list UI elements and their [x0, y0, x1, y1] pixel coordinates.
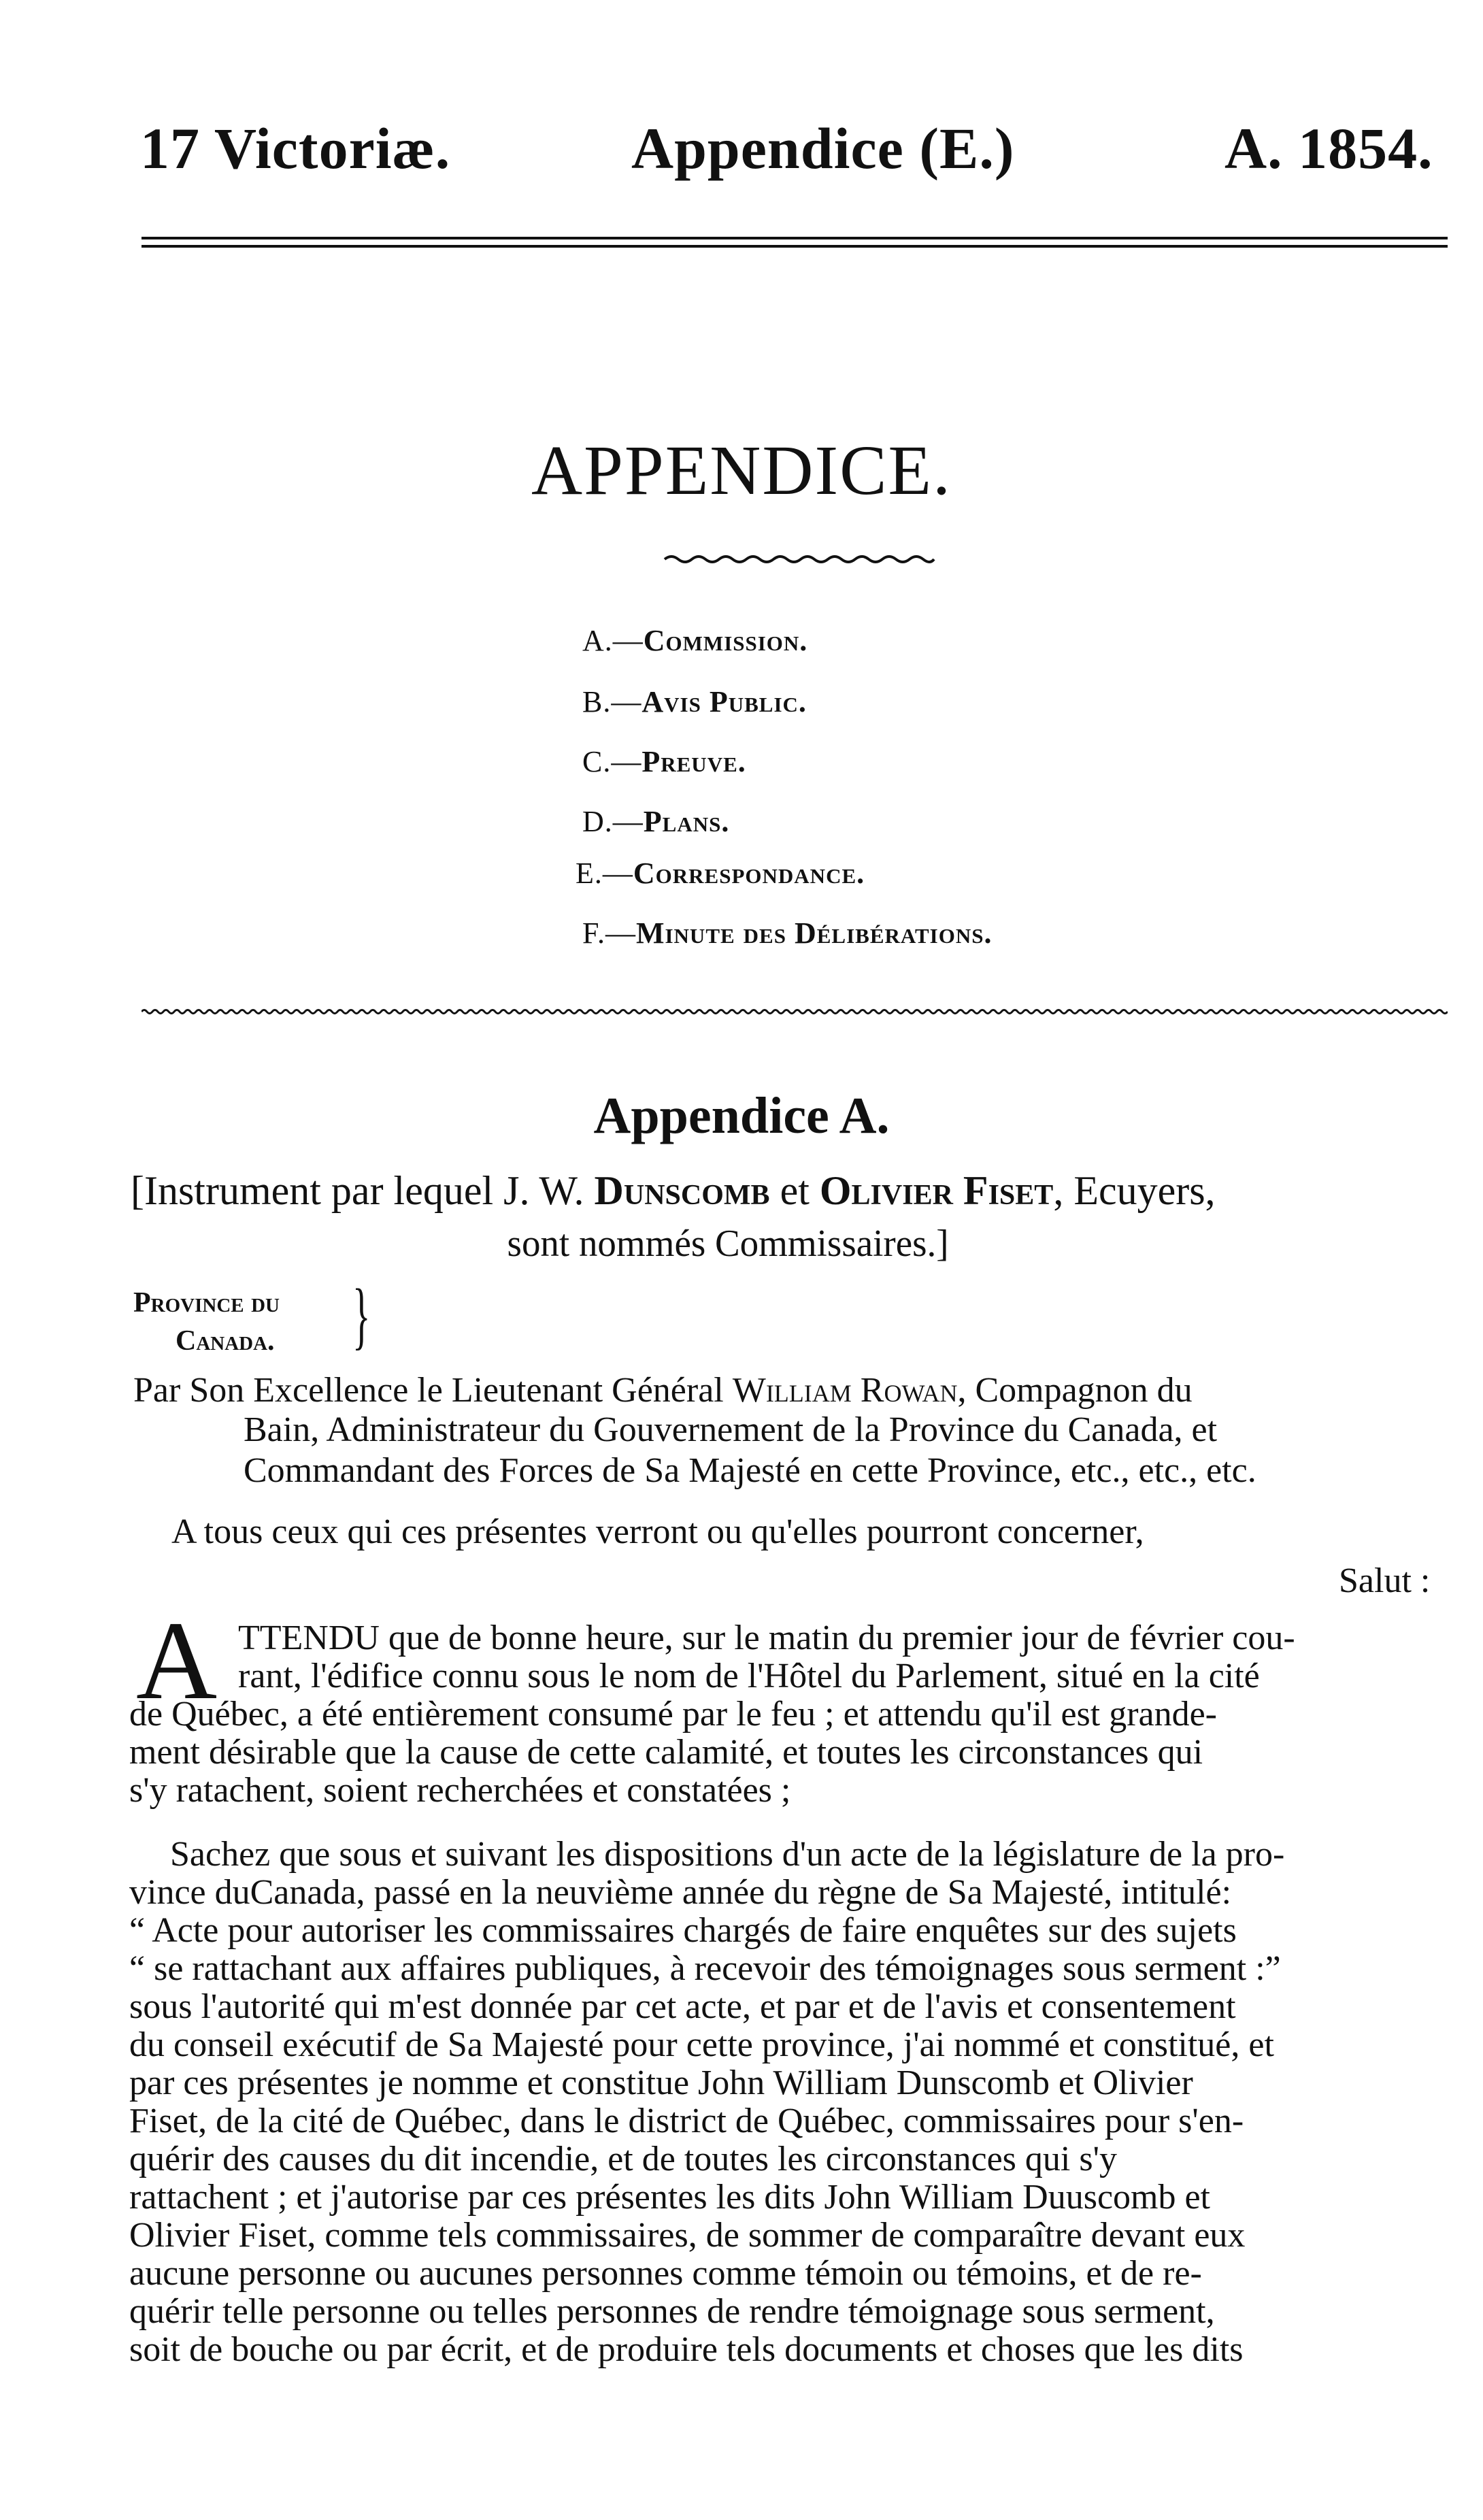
paragraph-line: vince duCanada, passé en la neuvième année du règne de Sa Majesté, intitulé:: [129, 1873, 1232, 1912]
toc-item: F.—Minute des Délibérations.: [582, 916, 993, 950]
header-year: A. 1854.: [1224, 116, 1433, 181]
province-label: Province du: [133, 1287, 280, 1319]
paragraph-line: quérir telle personne ou telles personnes de rendre témoignage sous serment,: [129, 2292, 1215, 2331]
paragraph-line: Olivier Fiset, comme tels commissaires, de sommer de comparaître devant eux: [129, 2216, 1246, 2255]
paragraph-line: Fiset, de la cité de Québec, dans le district de Québec, commissaires pour s'en-: [129, 2102, 1244, 2140]
paragraph-line: Sachez que sous et suivant les dispositions d'un acte de la législature de la pro-: [170, 1835, 1285, 1874]
header-volume: 17 Victoriæ.: [140, 116, 451, 181]
paragraph-line: sous l'autorité qui m'est donnée par cet acte, et par et de l'avis et consentement: [129, 1987, 1236, 2026]
paragraph-line: TTENDU que de bonne heure, sur le matin du premier jour de février cou-: [238, 1619, 1295, 1657]
paragraph-line: “ se rattachant aux affaires publiques, à recevoir des témoignages sous serment :”: [129, 1949, 1281, 1988]
appendix-a-subtitle-line-1: [Instrument par lequel J. W. Dunscomb et Olivier Fiset, Ecuyers,: [131, 1168, 1216, 1213]
excellence-line: Par Son Excellence le Lieutenant Général William Rowan, Compagnon du: [133, 1371, 1193, 1410]
salutation: Salut :: [1339, 1561, 1431, 1600]
header-rule-bottom: [141, 245, 1448, 248]
toc-item: B.—Avis Public.: [582, 685, 807, 718]
paragraph-line: soit de bouche ou par écrit, et de produire tels documents et choses que les dits: [129, 2330, 1244, 2369]
paragraph-line: “ Acte pour autoriser les commissaires chargés de faire enquêtes sur des sujets: [129, 1911, 1237, 1950]
brace: }: [352, 1274, 371, 1357]
paragraph-line: de Québec, a été entièrement consumé par le feu ; et attendu qu'il est grande-: [129, 1695, 1217, 1734]
toc-item: A.—Commission.: [582, 624, 808, 657]
title-ornament: [663, 551, 935, 567]
paragraph-line: ment désirable que la cause de cette calamité, et toutes les circonstances qui: [129, 1733, 1203, 1772]
drop-cap: A: [136, 1598, 218, 1723]
address-line: A tous ceux qui ces présentes verront ou qu'elles pourront concerner,: [171, 1512, 1144, 1551]
paragraph-line: par ces présentes je nomme et constitue John William Dunscomb et Olivier: [129, 2063, 1193, 2102]
paragraph-line: quérir des causes du dit incendie, et de toutes les circonstances qui s'y: [129, 2140, 1117, 2178]
excellence-line: Commandant des Forces de Sa Majesté en cette Province, etc., etc., etc.: [244, 1451, 1256, 1490]
header-section: Appendice (E.): [631, 116, 1015, 181]
paragraph-line: du conseil exécutif de Sa Majesté pour cette province, j'ai nommé et constitué, et: [129, 2025, 1274, 2064]
appendix-a-title: Appendice A.: [593, 1087, 890, 1144]
paragraph-line: aucune personne ou aucunes personnes comme témoin ou témoins, et de re-: [129, 2254, 1202, 2293]
toc-item: D.—Plans.: [582, 805, 730, 838]
paragraph-line: s'y ratachent, soient recherchées et constatées ;: [129, 1771, 791, 1810]
section-divider: [141, 1007, 1448, 1016]
appendix-a-subtitle-line-2: sont nommés Commissaires.]: [507, 1223, 949, 1265]
header-rule-top: [141, 237, 1448, 239]
province-label: Canada.: [176, 1325, 275, 1357]
paragraph-line: rant, l'édifice connu sous le nom de l'Hôtel du Parlement, situé en la cité: [238, 1657, 1260, 1695]
toc-item: E.—Correspondance.: [576, 857, 865, 890]
excellence-line: Bain, Administrateur du Gouvernement de la Province du Canada, et: [244, 1410, 1218, 1449]
toc-item: C.—Preuve.: [582, 745, 746, 778]
paragraph-line: rattachent ; et j'autorise par ces présentes les dits John William Duuscomb et: [129, 2178, 1210, 2217]
page-title: APPENDICE.: [531, 431, 952, 510]
